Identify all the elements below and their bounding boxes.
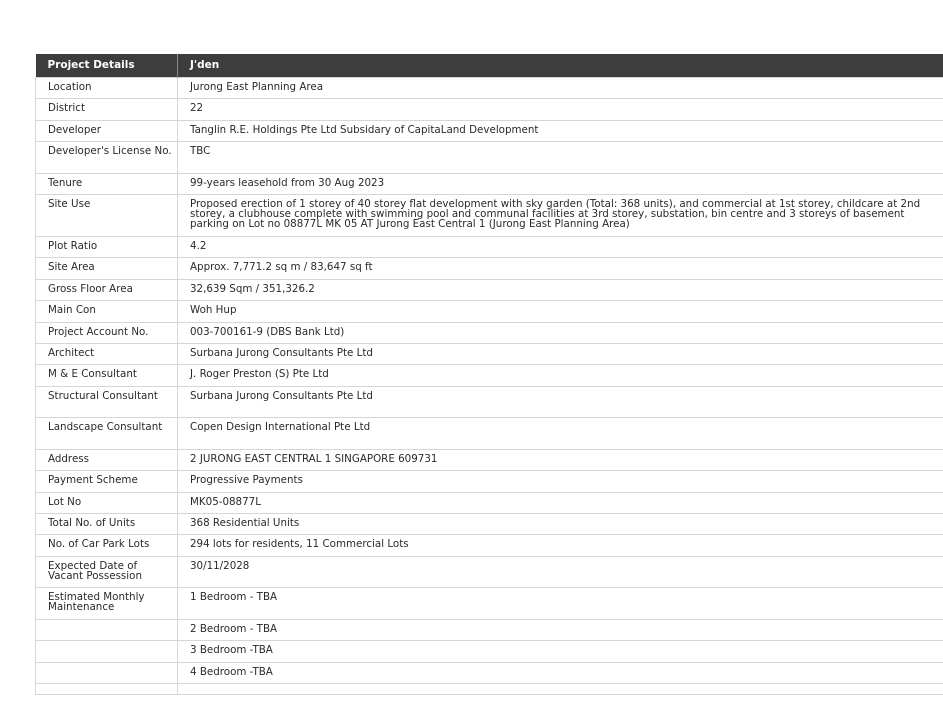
row-value: 294 lots for residents, 11 Commercial Lots (178, 535, 943, 556)
row-label: M & E Consultant (36, 365, 178, 386)
table-header-row (36, 54, 943, 78)
row-label: Developer's License No. (36, 142, 178, 174)
row-label: Main Con (36, 301, 178, 322)
table-row (36, 662, 943, 683)
row-label: Address (36, 449, 178, 470)
row-value: Woh Hup (178, 301, 943, 322)
row-label: Site Area (36, 258, 178, 279)
row-value: Tanglin R.E. Holdings Pte Ltd Subsidary of CapitaLand Development (178, 120, 943, 141)
row-label (36, 662, 178, 683)
table-row (36, 173, 943, 194)
table-row (36, 322, 943, 343)
table-row (36, 514, 943, 535)
row-value: Surbana Jurong Consultants Pte Ltd (178, 343, 943, 364)
row-label: Plot Ratio (36, 236, 178, 257)
row-label: Landscape Consultant (36, 418, 178, 450)
table-row (36, 365, 943, 386)
table-row (36, 588, 943, 620)
table-row (36, 301, 943, 322)
row-label: District (36, 99, 178, 120)
table-row (36, 142, 943, 174)
table-row (36, 99, 943, 120)
table-row (36, 535, 943, 556)
row-value: J. Roger Preston (S) Pte Ltd (178, 365, 943, 386)
table-row (36, 492, 943, 513)
row-value: 2 JURONG EAST CENTRAL 1 SINGAPORE 609731 (178, 449, 943, 470)
table-row (36, 258, 943, 279)
project-details-table (35, 54, 943, 695)
header-label: Project Details (36, 54, 178, 78)
table-row (36, 641, 943, 662)
row-label: Total No. of Units (36, 514, 178, 535)
table-row (36, 620, 943, 641)
row-label: Estimated Monthly Maintenance (36, 588, 178, 620)
row-value: Jurong East Planning Area (178, 78, 943, 99)
row-value: Copen Design International Pte Ltd (178, 418, 943, 450)
table-row (36, 449, 943, 470)
table-row (36, 279, 943, 300)
table-row (36, 556, 943, 588)
row-value: Surbana Jurong Consultants Pte Ltd (178, 386, 943, 418)
row-label: Payment Scheme (36, 471, 178, 492)
row-label (36, 620, 178, 641)
row-value: 003-700161-9 (DBS Bank Ltd) (178, 322, 943, 343)
row-label: Site Use (36, 195, 178, 237)
empty-cell (178, 684, 943, 695)
table-row (36, 471, 943, 492)
row-value: 1 Bedroom - TBA (178, 588, 943, 620)
row-value: MK05-08877L (178, 492, 943, 513)
row-value: 22 (178, 99, 943, 120)
row-label: Gross Floor Area (36, 279, 178, 300)
row-value: 99-years leasehold from 30 Aug 2023 (178, 173, 943, 194)
row-label: Lot No (36, 492, 178, 513)
row-value: Approx. 7,771.2 sq m / 83,647 sq ft (178, 258, 943, 279)
empty-cell (36, 684, 178, 695)
row-label: Tenure (36, 173, 178, 194)
table-row (36, 78, 943, 99)
row-label (36, 641, 178, 662)
row-label: Location (36, 78, 178, 99)
row-value: Proposed erection of 1 storey of 40 storey flat development with sky garden (Total: 368 units), and commercial at 1st storey, childcare at 2nd storey, a clubhouse complete with swimming pool and communal facilities at 3rd storey, substation, bin centre and 3 storeys of basement parking on Lot no 08877L MK 05 AT Jurong East Central 1 (Jurong East Planning Area) (178, 195, 943, 237)
row-label: Structural Consultant (36, 386, 178, 418)
row-value: 32,639 Sqm / 351,326.2 (178, 279, 943, 300)
row-label: No. of Car Park Lots (36, 535, 178, 556)
empty-table-row (36, 684, 943, 695)
row-value: TBC (178, 142, 943, 174)
row-value: 4.2 (178, 236, 943, 257)
table-row (36, 236, 943, 257)
row-value: 30/11/2028 (178, 556, 943, 588)
row-label: Developer (36, 120, 178, 141)
row-value: 4 Bedroom -TBA (178, 662, 943, 683)
table-row (36, 343, 943, 364)
table-row (36, 418, 943, 450)
row-value: 368 Residential Units (178, 514, 943, 535)
row-value: 2 Bedroom - TBA (178, 620, 943, 641)
row-label: Architect (36, 343, 178, 364)
row-label: Expected Date of Vacant Possession (36, 556, 178, 588)
table-row (36, 120, 943, 141)
table-row (36, 195, 943, 237)
header-project-name: J'den (178, 54, 943, 78)
row-value: Progressive Payments (178, 471, 943, 492)
row-label: Project Account No. (36, 322, 178, 343)
table-row (36, 386, 943, 418)
row-value: 3 Bedroom -TBA (178, 641, 943, 662)
